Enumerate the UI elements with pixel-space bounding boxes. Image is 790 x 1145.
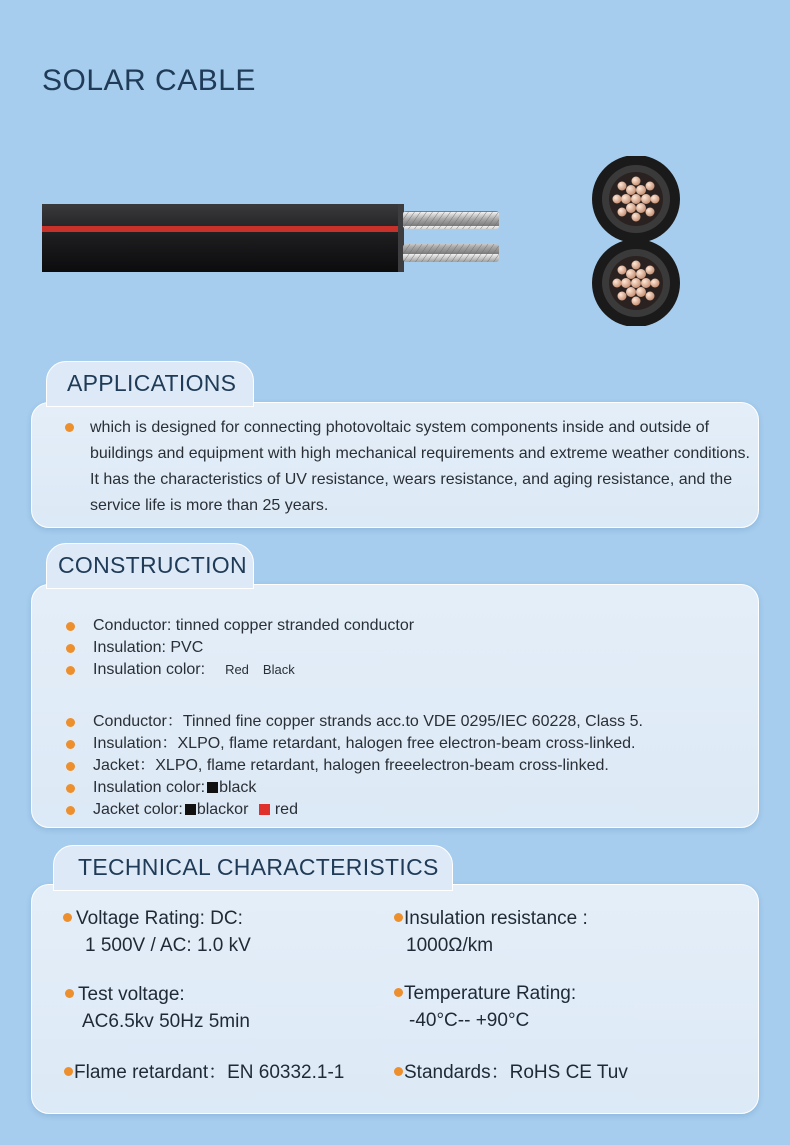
bullet-icon	[394, 988, 403, 997]
flame-retardant: Flame retardant：EN 60332.1-1	[64, 1059, 344, 1086]
cable-cross-section-image	[586, 156, 686, 326]
page-title: SOLAR CABLE	[42, 64, 256, 97]
insulation-resistance: Insulation resistance : 1000Ω/km	[394, 905, 588, 959]
bullet-icon	[65, 989, 74, 998]
technical-heading: TECHNICAL CHARACTERISTICS	[53, 845, 453, 891]
bullet-icon	[394, 1067, 403, 1076]
bullet-icon	[66, 740, 75, 749]
applications-heading: APPLICATIONS	[46, 361, 254, 407]
color-red-label: Red	[225, 662, 249, 677]
bullet-icon	[66, 644, 75, 653]
bullet-icon	[64, 1067, 73, 1076]
technical-panel	[31, 884, 759, 1114]
bullet-icon	[66, 784, 75, 793]
construction-panel: Conductor: tinned copper stranded conductor Insulation: PVC Insulation color: Red Black Conductor：Tinned fine copper strands acc.to VDE 0295/IEC 60228, Class 5. Insulation：XLPO, flame retardant, halogen free electron-beam cross-linked. Jacket：XLPO, flame retardant, halogen freeelectron-beam cross-linked. Insulation color: black Jacket color: blackor red	[31, 584, 759, 828]
black-swatch-icon	[185, 804, 196, 815]
cable-side-view-image	[40, 198, 502, 278]
bullet-icon	[66, 666, 75, 675]
black-swatch-icon	[207, 782, 218, 793]
bullet-icon	[66, 806, 75, 815]
construction-heading: CONSTRUCTION	[46, 543, 254, 589]
bullet-icon	[63, 913, 72, 922]
applications-text: which is designed for connecting photovoltaic system components inside and outside of buildings and equipment with high mechanical requirements and extreme weather conditions. It has the characteristics of UV resistance, wears resistance, and aging resistance, and the service life is more than 25 years.	[90, 419, 750, 514]
bullet-icon	[66, 718, 75, 727]
bullet-icon	[65, 423, 74, 432]
temperature-rating: Temperature Rating: -40°C-- +90°C	[394, 980, 576, 1034]
color-black-label: Black	[262, 662, 295, 677]
bullet-icon	[394, 913, 403, 922]
applications-panel	[31, 402, 759, 528]
standards: Standards：RoHS CE Tuv	[394, 1059, 628, 1086]
bullet-icon	[66, 762, 75, 771]
red-swatch-icon	[259, 804, 270, 815]
test-voltage: Test voltage: AC6.5kv 50Hz 5min	[65, 981, 250, 1035]
voltage-rating: Voltage Rating: DC: 1 500V / AC: 1.0 kV	[63, 905, 251, 959]
bullet-icon	[66, 622, 75, 631]
